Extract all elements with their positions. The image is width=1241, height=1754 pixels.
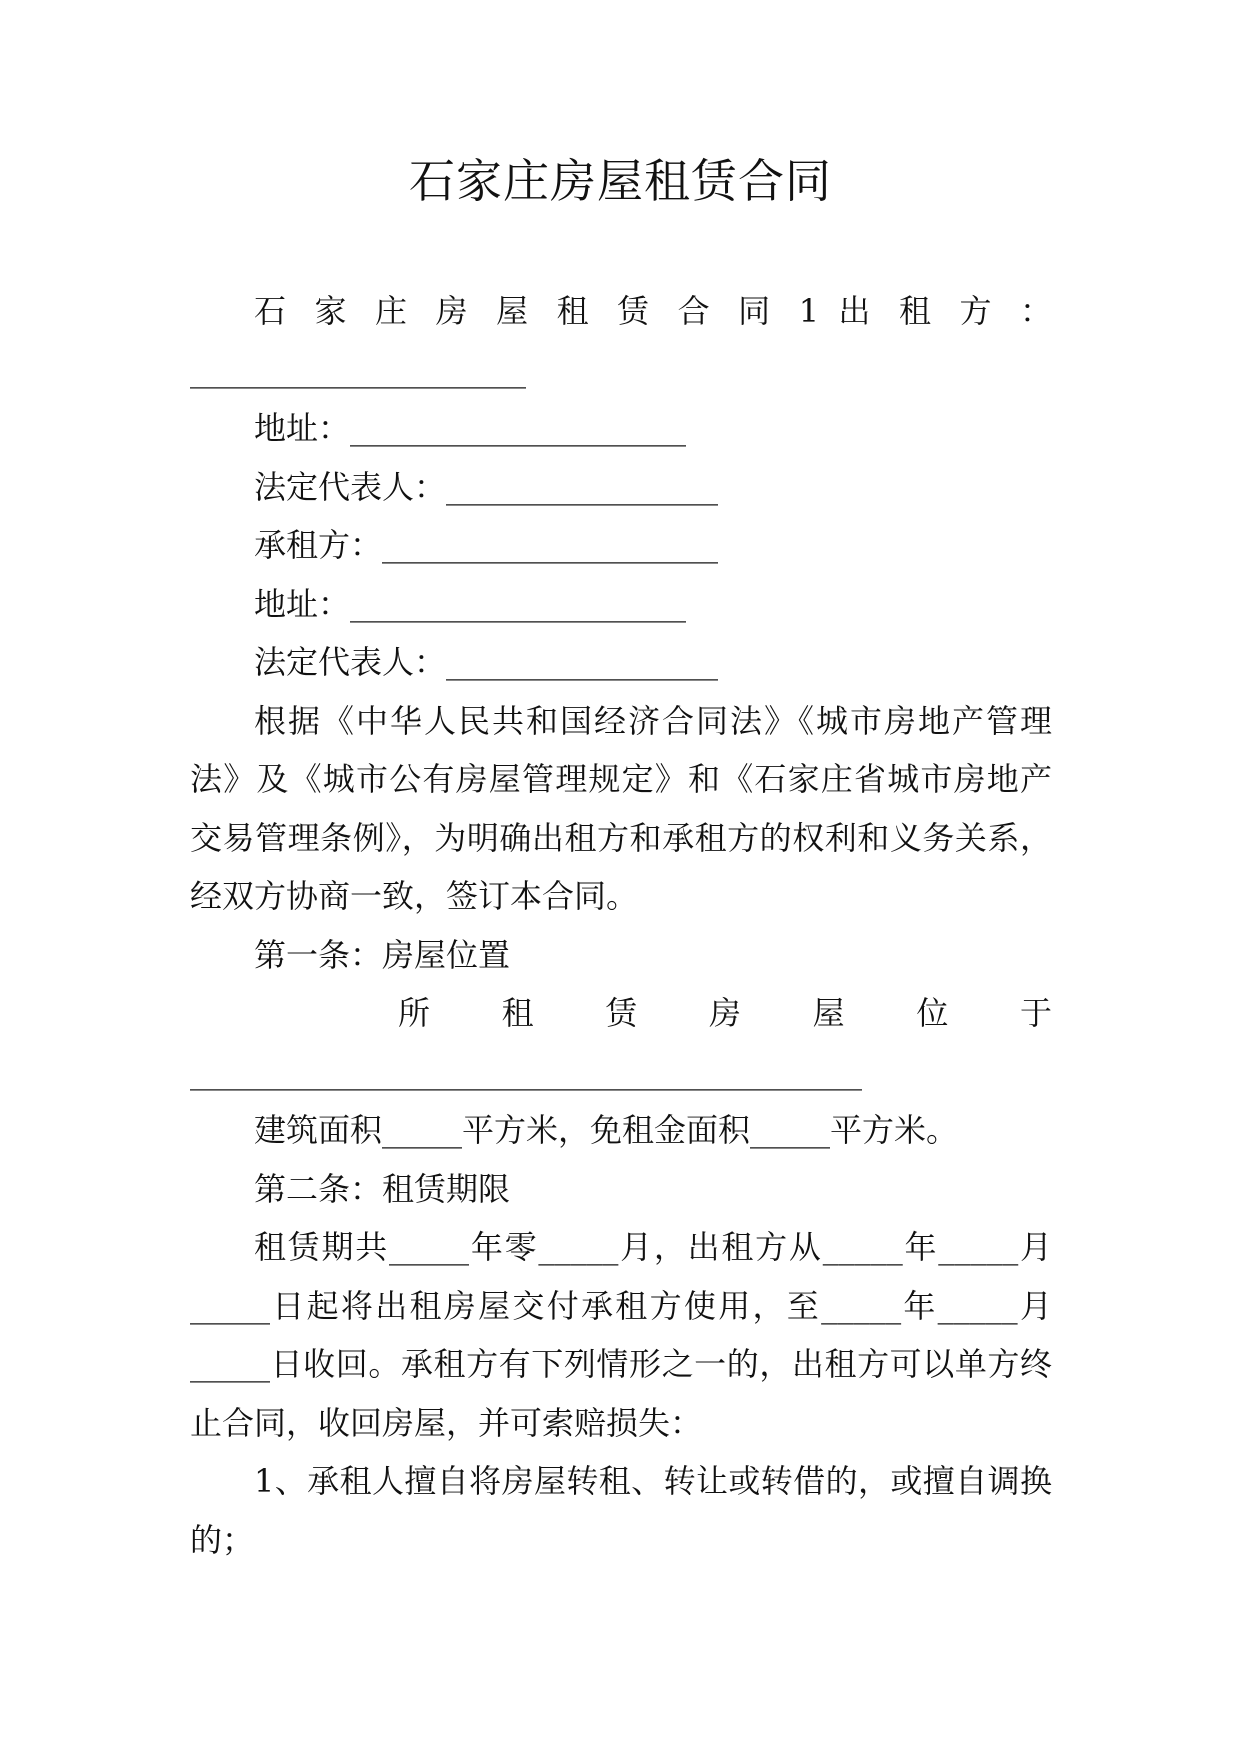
article-2-title: 第二条：租赁期限 (254, 1169, 511, 1208)
document-body (190, 282, 1052, 1569)
lessor-blank: _____________________ (190, 350, 526, 389)
lessor-legal-rep: 法定代表人：_________________ (254, 467, 719, 506)
page-title: 石家庄房屋租赁合同 (409, 154, 832, 208)
article-2-paragraph: 租赁期共_____年零_____月，出租方从_____年_____月_____日起将出租房屋交付承租方使用，至_____年_____月_____日收回。承租方有下列情形之一的，出租方可以单方终止合同，收回房屋，并可索赔损失： (190, 1228, 1052, 1442)
article-1-area: 建筑面积_____平方米，免租金面积_____平方米。 (254, 1111, 959, 1149)
lessor-address: 地址：_____________________ (254, 409, 687, 447)
preamble-paragraph: 根据《中华人民共和国经济合同法》《城市房地产管理法》及《城市公有房屋管理规定》和《石家庄省城市房地产交易管理条例》，为明确出租方和承租方的权利和义务关系，经双方协商一致，签订本合同。 (190, 701, 1052, 915)
lessee-legal-rep: 法定代表人：_________________ (254, 643, 719, 681)
intro-line: 石 家 庄 房 屋 租 赁 合 同 1 出 租 方 ： (254, 292, 1052, 330)
article-1-location-blank: __________________________________________ (190, 1052, 862, 1091)
article-1-title: 第一条：房屋位置 (254, 935, 511, 974)
article-1-location: 所 租 赁 房 屋 位 于 (398, 994, 1052, 1032)
article-2-item-1: 1、承租人擅自将房屋转租、转让或转借的，或擅自调换的； (190, 1462, 1052, 1559)
lessee: 承租方：_____________________ (254, 526, 719, 564)
lessee-address: 地址：_____________________ (254, 584, 687, 623)
